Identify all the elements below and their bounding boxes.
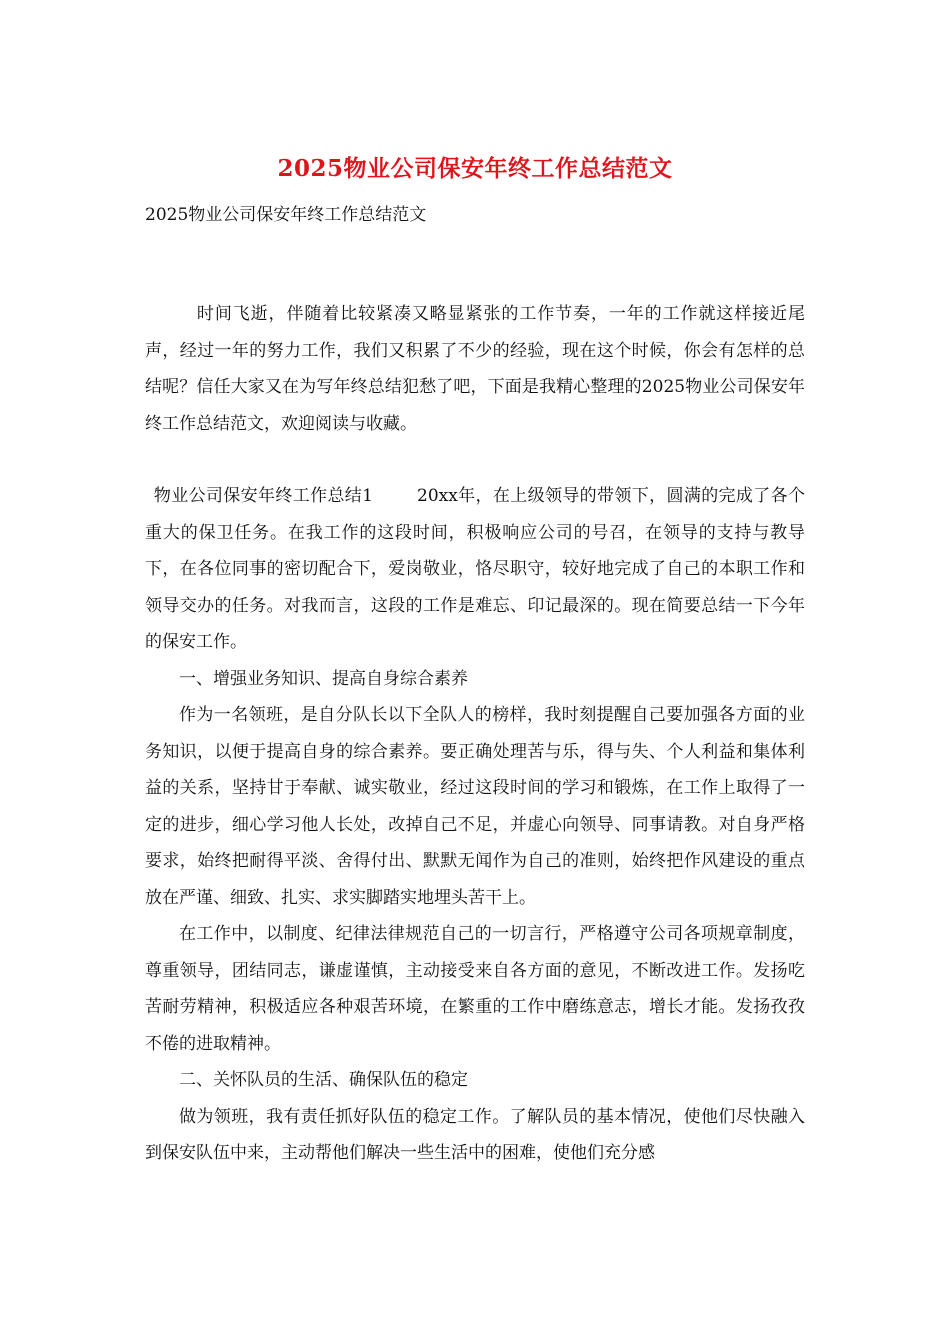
intro-paragraph: 时间飞逝，伴随着比较紧凑又略显紧张的工作节奏，一年的工作就这样接近尾声，经过一年的努力工作，我们又积累了不少的经验，现在这个时候，你会有怎样的总结呢？信任大家又在为写年终总结犯愁了吧，下面是我精心整理的2025物业公司保安年终工作总结范文，欢迎阅读与收藏。: [145, 304, 805, 434]
paragraph-3: 做为领班，我有责任抓好队伍的稳定工作。了解队员的基本情况，使他们尽快融入到保安队伍中来，主动帮他们解决一些生活中的困难，使他们充分感: [145, 1106, 805, 1163]
paragraph-1: 作为一名领班，是自分队长以下全队人的榜样，我时刻提醒自己要加强各方面的业务知识，以便于提高自身的综合素养。要正确处理苦与乐，得与失、个人利益和集体利益的关系，坚持甘于奉献、诚实敬业，经过这段时间的学习和锻炼，在工作上取得了一定的进步，细心学习他人长处，改掉自己不足，并虚心向领导、同事请教。对自身严格要求，始终把耐得平淡、舍得付出、默默无闻作为自己的准则，始终把作风建设的重点放在严谨、细致、扎实、求实脚踏实地埋头苦干上。: [145, 705, 805, 908]
section-1-opening: [145, 478, 805, 661]
document-title: 2025物业公司保安年终工作总结范文: [277, 155, 673, 182]
section-heading-1: 一、增强业务知识、提高自身综合素养: [179, 668, 468, 689]
document-subtitle: 2025物业公司保安年终工作总结范文: [145, 205, 427, 225]
section-1-label: 物业公司保安年终工作总结1: [153, 486, 373, 506]
section-heading-2: 二、关怀队员的生活、确保队伍的稳定: [179, 1070, 468, 1090]
section-1: [145, 478, 805, 1172]
section-1-first-paragraph: 20xx年，在上级领导的带领下，圆满的完成了各个重大的保卫任务。在我工作的这段时间，积极响应公司的号召，在领导的支持与教导下，在各位同事的密切配合下，爱岗敬业，恪尽职守，较好地完成了自己的本职工作和领导交办的任务。对我而言，这段的工作是难忘、印记最深的。现在简要总结一下今年的保安工作。: [145, 486, 805, 652]
paragraph-2: 在工作中，以制度、纪律法律规范自己的一切言行，严格遵守公司各项规章制度，尊重领导，团结同志，谦虚谨慎，主动接受来自各方面的意见，不断改进工作。发扬吃苦耐劳精神，积极适应各种艰苦环境，在繁重的工作中磨练意志，增长才能。发扬孜孜不倦的进取精神。: [145, 924, 805, 1054]
